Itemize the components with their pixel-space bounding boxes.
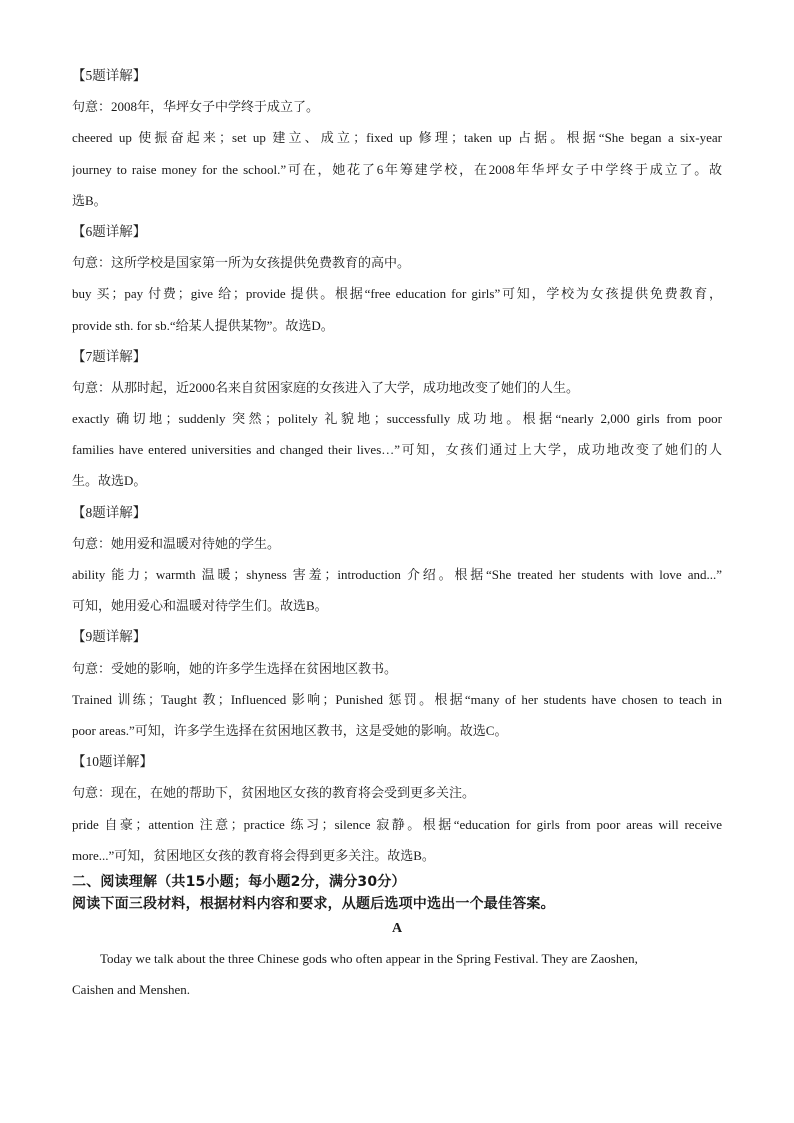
document-body	[72, 60, 722, 1005]
q9-explanation-line-2: poor areas.”可知，许多学生选择在贫困地区教书，这是受她的影响。故选C。	[72, 722, 508, 738]
q6-explanation-line-1: buy 买；pay 付费；give 给；provide 提供。根据“free education for girls”可知，学校为女孩提供免费教育，	[72, 286, 722, 302]
q6-heading: 【6题详解】	[72, 223, 147, 239]
q10-explanation-line-1: pride 自豪；attention 注意；practice 练习；silence 寂静。根据“education for girls from poor areas will receive	[72, 816, 722, 832]
section-instruction: 阅读下面三段材料，根据材料内容和要求，从题后选项中选出一个最佳答案。	[72, 895, 555, 912]
q6-explanation-line-2: provide sth. for sb.“给某人提供某物”。故选D。	[72, 317, 334, 333]
q8-heading: 【8题详解】	[72, 504, 147, 520]
q5-explanation-line-3: 选B。	[72, 192, 107, 208]
passage-label: A	[391, 920, 403, 936]
q7-heading: 【7题详解】	[72, 348, 147, 364]
q10-heading: 【10题详解】	[72, 754, 153, 770]
q5-meaning: 句意：2008年，华坪女子中学终于成立了。	[72, 99, 320, 115]
q8-explanation-line-2: 可知，她用爱心和温暖对待学生们。故选B。	[72, 598, 328, 614]
q9-explanation-line-1: Trained 训练；Taught 教；Influenced 影响；Punished 惩罚。根据“many of her students have chosen to teach in	[72, 691, 722, 707]
q5-explanation-line-1: cheered up 使振奋起来；set up 建立、成立；fixed up 修理；taken up 占据。根据“She began a six-year	[72, 130, 722, 146]
q9-meaning: 句意：受她的影响，她的许多学生选择在贫困地区教书。	[72, 660, 398, 676]
q7-explanation-line-2: families have entered universities and changed their lives…”可知，女孩们通过上大学，成功地改变了她们的人	[72, 442, 722, 458]
q7-meaning: 句意：从那时起，近2000名来自贫困家庭的女孩进入了大学，成功地改变了她们的人生。	[72, 379, 580, 395]
q7-explanation-line-1: exactly 确切地；suddenly 突然；politely 礼貌地；successfully 成功地。根据“nearly 2,000 girls from poor	[72, 411, 722, 427]
q5-explanation-line-2: journey to raise money for the school.”可在，她花了6年筹建学校，在2008年华坪女子中学终于成立了。故	[72, 161, 722, 177]
q8-meaning: 句意：她用爱和温暖对待她的学生。	[72, 535, 281, 551]
passage-line-1: Today we talk about the three Chinese gods who often appear in the Spring Festival. They are Zaoshen,	[100, 950, 638, 966]
q5-heading: 【5题详解】	[72, 68, 147, 83]
q8-explanation-line-1: ability 能力；warmth 温暖；shyness 害羞；introduction 介绍。根据“She treated her students with love and...”	[72, 567, 722, 582]
section-title: 二、阅读理解（共15小题；每小题2分，满分30分）	[72, 873, 406, 890]
q10-meaning: 句意：现在，在她的帮助下，贫困地区女孩的教育将会受到更多关注。	[72, 785, 476, 801]
passage-line-2: Caishen and Menshen.	[72, 982, 191, 998]
q10-explanation-line-2: more...”可知，贫困地区女孩的教育将会得到更多关注。故选B。	[72, 847, 435, 863]
q9-heading: 【9题详解】	[72, 629, 147, 645]
q6-meaning: 句意：这所学校是国家第一所为女孩提供免费教育的高中。	[72, 255, 411, 271]
q7-explanation-line-3: 生。故选D。	[72, 473, 147, 489]
